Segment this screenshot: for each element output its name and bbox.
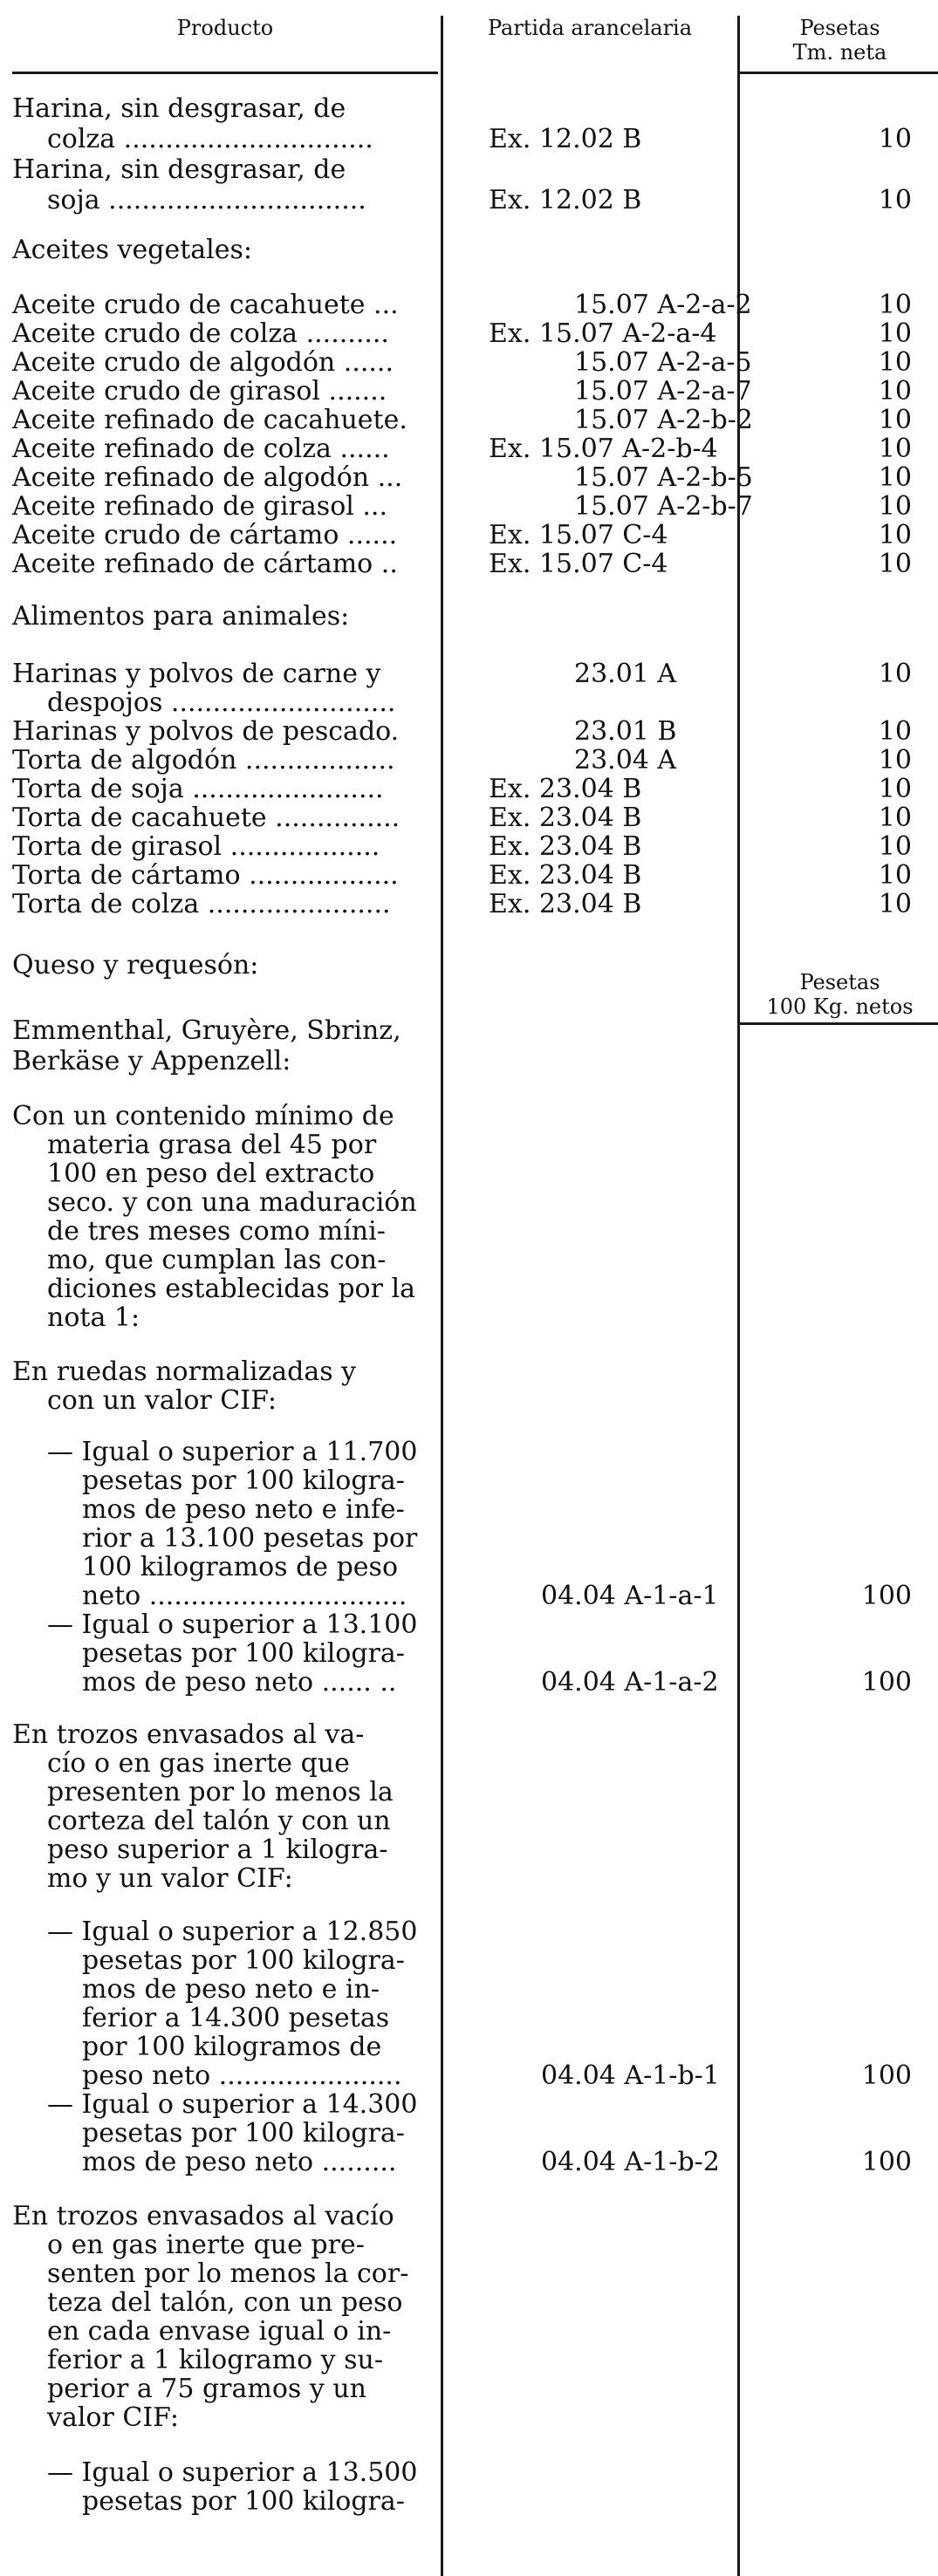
product-text-line: Torta de algodón .................. [12,745,395,776]
product-text-line: mos de peso neto ...... .. [82,1667,397,1698]
product-text-line: Torta de soja ....................... [12,774,384,804]
tariff-code: Ex. 23.04 B [489,889,642,919]
product-text-line: seco. y con una maduración [47,1187,417,1218]
product-text-line: ferior a 1 kilogramo y su- [47,2345,384,2375]
product-text-line: Harinas y polvos de pescado. [12,716,400,747]
product-text-line: Aceite crudo de algodón ...... [12,347,394,378]
tariff-code: 04.04 A-1-b-2 [541,2147,720,2177]
tariff-code: Ex. 15.07 A-2-a-4 [489,318,717,349]
product-text-line: — Igual o superior a 12.850 [47,1917,418,1947]
product-text-line: por 100 kilogramos de [82,2032,382,2062]
product-text-line: Harina, sin desgrasar, de [12,154,346,185]
product-text-line: 100 en peso del extracto [47,1158,375,1189]
product-text-line: presenten por lo menos la [47,1777,394,1807]
tariff-code: Ex. 15.07 A-2-b-4 [489,434,718,464]
duty-value: 10 [878,491,912,522]
product-text-line: peso neto ...................... [82,2060,402,2091]
tariff-code: 23.01 B [574,716,677,747]
product-text-line: Aceite refinado de cártamo .. [12,549,398,579]
column-divider-1 [441,16,443,2576]
duty-value: 10 [878,290,912,320]
duty-value: 10 [878,520,912,550]
product-text-line: Torta de colza ...................... [12,889,391,919]
duty-value: 10 [878,889,912,919]
product-text-line: diciones establecidas por la [47,1274,415,1304]
duty-value: 10 [878,376,912,407]
header-pesetas [742,16,938,65]
tariff-code: 15.07 A-2-a-2 [574,290,752,320]
product-text-line: cío o en gas inerte que [47,1748,350,1779]
tariff-code: 23.04 A [574,745,677,776]
tariff-code: 04.04 A-1-a-2 [541,1667,719,1698]
product-text-line: mos de peso neto ......... [82,2147,397,2177]
tariff-code: Ex. 23.04 B [489,831,642,862]
tariff-code: 23.01 A [574,659,677,689]
tariff-code: Ex. 23.04 B [489,803,642,833]
tariff-code: Ex. 15.07 C-4 [489,520,668,550]
duty-value: 100 [861,2147,912,2177]
tariff-code: 15.07 A-2-b-2 [574,405,753,435]
tariff-code: 15.07 A-2-b-7 [574,491,753,522]
product-text-line: Aceite crudo de cacahuete ... [12,290,399,320]
header-pesetas-line2: Tm. neta [792,40,887,65]
product-text-line: Torta de cártamo .................. [12,860,399,891]
product-text-line: neto ............................... [82,1581,407,1611]
product-text-line: pesetas por 100 kilogra- [82,2486,405,2517]
product-text-line: — Igual o superior a 13.100 [47,1609,418,1640]
product-text-line: En ruedas normalizadas y [12,1356,357,1387]
duty-value: 10 [878,462,912,493]
product-text-line: Con un contenido mínimo de [12,1101,394,1131]
product-text-line: Aceite refinado de girasol ... [12,491,387,522]
duty-value: 10 [878,347,912,378]
duty-value: 10 [878,831,912,862]
product-text-line: pesetas por 100 kilogra- [82,1945,405,1976]
header-rule-right [740,72,938,74]
product-text-line: Berkäse y Appenzell: [12,1046,291,1076]
duty-value: 10 [878,659,912,689]
duty-value: 10 [878,185,912,215]
duty-value: 10 [878,860,912,891]
product-text-line: Aceite crudo de girasol ....... [12,376,387,407]
product-text-line: materia grasa del 45 por [47,1130,377,1160]
product-text-line: Aceite crudo de colza .......... [12,318,389,349]
product-text-line: 100 kilogramos de peso [82,1552,399,1582]
tariff-code: 15.07 A-2-a-5 [574,347,752,378]
duty-value: 10 [878,716,912,747]
product-text-line: Torta de girasol .................. [12,831,380,862]
product-text-line: Emmenthal, Gruyère, Sbrinz, [12,1015,401,1046]
tariff-code: 15.07 A-2-a-7 [574,376,752,407]
product-text-line: — Igual o superior a 11.700 [47,1437,418,1467]
duty-value: 10 [878,405,912,435]
header-partida: Partida arancelaria [487,16,693,40]
product-text-line: — Igual o superior a 14.300 [47,2089,418,2120]
product-text-line: soja ............................... [47,185,366,215]
product-text-line: rior a 13.100 pesetas por [82,1523,418,1554]
product-text-line: de tres meses como míni- [47,1216,386,1247]
product-text-line: Torta de cacahuete ............... [12,803,401,833]
header-rule-left [12,72,438,74]
subheader-pesetas-line1: Pesetas [799,970,880,994]
product-text-line: Aceite refinado de colza ...... [12,434,390,464]
tariff-code: Ex. 15.07 C-4 [489,549,668,579]
tariff-code: Ex. 12.02 B [489,124,642,154]
tariff-code: 15.07 A-2-b-5 [574,462,753,493]
product-text-line: Aceite crudo de cártamo ...... [12,520,398,550]
product-text-line: con un valor CIF: [47,1385,277,1416]
duty-value: 100 [861,1667,912,1698]
product-text-line: peso superior a 1 kilogra- [47,1835,388,1865]
product-text-line: nota 1: [47,1302,140,1333]
product-text-line: En trozos envasados al va- [12,1719,365,1750]
product-text-line: o en gas inerte que pre- [47,2230,365,2260]
product-text-line: Aceite refinado de algodón ... [12,462,403,493]
product-text-line: Aceites vegetales: [12,235,253,265]
product-text-line: senten por lo menos la cor- [47,2258,409,2289]
product-text-line: pesetas por 100 kilogra- [82,1466,405,1496]
subheader-pesetas [742,970,938,1019]
tariff-code: Ex. 12.02 B [489,185,642,215]
subheader-rule [740,1022,938,1025]
product-text-line: Alimentos para animales: [12,601,350,632]
product-text-line: mos de peso neto e in- [82,1974,380,2005]
header-producto: Producto [176,16,274,40]
product-text-line: en cada envase igual o in- [47,2316,392,2347]
product-text-line: mo y un valor CIF: [47,1863,293,1894]
duty-value: 10 [878,318,912,349]
header-pesetas-line1: Pesetas [799,16,880,40]
subheader-pesetas-line2: 100 Kg. netos [766,994,914,1019]
product-text-line: despojos ........................... [47,687,396,718]
product-text-line: mo, que cumplan las con- [47,1245,387,1275]
duty-value: 10 [878,124,912,154]
product-text-line: colza .............................. [47,124,373,154]
product-text-line: Harina, sin desgrasar, de [12,93,346,124]
tariff-code: Ex. 23.04 B [489,774,642,804]
duty-value: 10 [878,774,912,804]
product-text-line: pesetas por 100 kilogra- [82,2118,405,2149]
product-text-line: corteza del talón y con un [47,1806,391,1836]
tariff-code: 04.04 A-1-a-1 [541,1581,719,1611]
product-text-line: Aceite refinado de cacahuete. [12,405,407,435]
product-text-line: ferior a 14.300 pesetas [82,2003,390,2033]
product-text-line: pesetas por 100 kilogra- [82,1638,405,1669]
tariff-code: 04.04 A-1-b-1 [541,2060,720,2091]
product-text-line: — Igual o superior a 13.500 [47,2457,418,2488]
product-text-line: Queso y requesón: [12,950,259,981]
product-text-line: valor CIF: [47,2402,180,2433]
product-text-line: teza del talón, con un peso [47,2287,403,2318]
product-text-line: perior a 75 gramos y un [47,2374,366,2404]
duty-value: 100 [861,1581,912,1611]
tariff-code: Ex. 23.04 B [489,860,642,891]
product-text-line: mos de peso neto e infe- [82,1494,405,1525]
product-text-line: En trozos envasados al vacío [12,2201,394,2231]
duty-value: 10 [878,745,912,776]
duty-value: 10 [878,434,912,464]
duty-value: 10 [878,549,912,579]
duty-value: 10 [878,803,912,833]
product-text-line: Harinas y polvos de carne y [12,659,381,689]
duty-value: 100 [861,2060,912,2091]
